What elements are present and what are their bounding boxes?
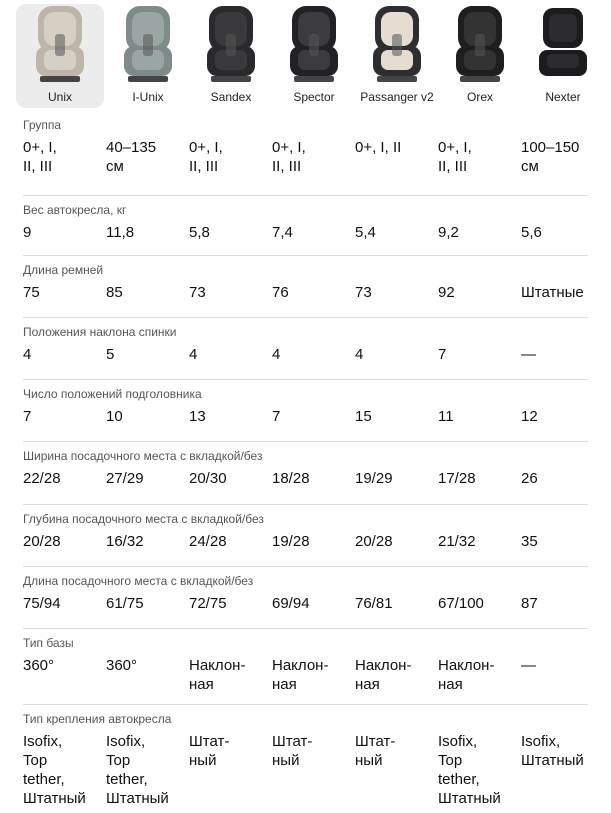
table-cell: 18/28	[272, 470, 310, 487]
product-thumbnail[interactable]	[187, 4, 275, 108]
table-cell: 24/28	[189, 533, 227, 550]
row-title: Число положений подголовника	[23, 387, 202, 401]
table-cell: 72/75	[189, 595, 227, 612]
table-cell: —	[521, 346, 536, 363]
table-cell: 67/100	[438, 595, 484, 612]
table-cell: 360°	[106, 657, 138, 674]
product-unix[interactable]	[16, 0, 104, 108]
car-seat-icon	[450, 4, 510, 86]
table-cell: 7	[272, 408, 281, 425]
table-cell: Штат- ный	[272, 733, 313, 769]
table-cell: 20/28	[23, 533, 61, 550]
table-cell: 40–135 см	[106, 139, 157, 175]
row-title: Тип крепления автокресла	[23, 712, 172, 726]
row-divider	[23, 379, 588, 380]
table-cell: 5,4	[355, 224, 376, 241]
table-cell: 27/29	[106, 470, 144, 487]
table-cell: 0+, I, II	[355, 139, 402, 156]
table-cell: 85	[106, 284, 123, 301]
car-seat-icon	[30, 4, 90, 86]
row-divider	[23, 566, 588, 567]
car-seat-icon	[284, 4, 344, 86]
row-title: Ширина посадочного места с вкладкой/без	[23, 449, 263, 463]
row-title: Длина посадочного места с вкладкой/без	[23, 574, 254, 588]
table-cell: 11	[438, 408, 454, 425]
table-cell: 7,4	[272, 224, 293, 241]
table-cell: Isofix, Штатный	[521, 733, 584, 769]
table-cell: —	[521, 657, 536, 674]
product-i-unix[interactable]	[104, 0, 192, 108]
product-spector[interactable]	[270, 0, 358, 108]
product-thumbnail[interactable]	[436, 4, 524, 108]
row-title: Вес автокресла, кг	[23, 203, 127, 217]
product-name: Unix	[47, 90, 72, 104]
table-cell: 92	[438, 284, 455, 301]
row-title: Положения наклона спинки	[23, 325, 177, 339]
table-cell: 35	[521, 533, 538, 550]
table-cell: 19/29	[355, 470, 393, 487]
table-cell: 20/28	[355, 533, 393, 550]
table-cell: 5,6	[521, 224, 542, 241]
table-cell: 19/28	[272, 533, 310, 550]
table-cell: 0+, I, II, III	[438, 139, 472, 175]
table-cell: 75	[23, 284, 40, 301]
table-cell: Штат- ный	[189, 733, 230, 769]
table-cell: Штатные	[521, 284, 584, 301]
table-cell: 0+, I, II, III	[189, 139, 223, 175]
product-name: Passanger v2	[360, 90, 434, 104]
product-name: I-Unix	[132, 90, 164, 104]
table-cell: Isofix, Top tether, Штатный	[106, 733, 169, 807]
car-seat-icon	[533, 4, 593, 86]
row-divider	[23, 504, 588, 505]
product-header	[0, 0, 611, 108]
table-cell: 4	[272, 346, 281, 363]
row-divider	[23, 317, 588, 318]
row-title: Тип базы	[23, 636, 74, 650]
table-cell: 73	[355, 284, 372, 301]
table-cell: Наклон- ная	[189, 657, 246, 693]
row-title: Длина ремней	[23, 263, 104, 277]
table-cell: 100–150 см	[521, 139, 580, 175]
table-cell: 4	[189, 346, 198, 363]
table-cell: 7	[438, 346, 447, 363]
table-cell: Наклон- ная	[438, 657, 495, 693]
row-title: Глубина посадочного места с вкладкой/без	[23, 512, 264, 526]
table-cell: 22/28	[23, 470, 61, 487]
table-cell: 61/75	[106, 595, 144, 612]
table-cell: 75/94	[23, 595, 61, 612]
product-thumbnail[interactable]	[270, 4, 358, 108]
table-cell: 360°	[23, 657, 55, 674]
table-cell: Штат- ный	[355, 733, 396, 769]
row-divider	[23, 195, 588, 196]
product-thumbnail[interactable]	[519, 4, 607, 108]
car-seat-icon	[201, 4, 261, 86]
product-name: Spector	[293, 90, 335, 104]
row-divider	[23, 255, 588, 256]
table-cell: 10	[106, 408, 123, 425]
product-sandex[interactable]	[187, 0, 275, 108]
table-cell: 5,8	[189, 224, 210, 241]
product-name: Orex	[466, 90, 493, 104]
table-cell: 12	[521, 408, 538, 425]
table-cell: 11,8	[106, 224, 135, 241]
car-seat-icon	[118, 4, 178, 86]
row-divider	[23, 628, 588, 629]
table-cell: 9	[23, 224, 32, 241]
table-cell: 73	[189, 284, 206, 301]
table-cell: 4	[23, 346, 32, 363]
product-name: Sandex	[210, 90, 252, 104]
row-title: Группа	[23, 118, 62, 132]
table-cell: 15	[355, 408, 372, 425]
table-cell: 26	[521, 470, 538, 487]
table-cell: 87	[521, 595, 538, 612]
product-thumbnail[interactable]	[16, 4, 104, 108]
row-divider	[23, 441, 588, 442]
table-cell: 76/81	[355, 595, 393, 612]
table-cell: 17/28	[438, 470, 476, 487]
table-cell: Isofix, Top tether, Штатный	[438, 733, 501, 807]
table-cell: 0+, I, II, III	[272, 139, 306, 175]
product-orex[interactable]	[436, 0, 524, 108]
product-thumbnail[interactable]	[353, 4, 441, 108]
table-cell: Наклон- ная	[355, 657, 412, 693]
product-passanger-v2[interactable]	[353, 0, 441, 108]
table-cell: 7	[23, 408, 32, 425]
product-nexter[interactable]	[519, 0, 607, 108]
product-thumbnail[interactable]	[104, 4, 192, 108]
table-cell: Isofix, Top tether, Штатный	[23, 733, 86, 807]
table-cell: 4	[355, 346, 364, 363]
table-cell: 21/32	[438, 533, 476, 550]
table-cell: 5	[106, 346, 115, 363]
table-cell: 13	[189, 408, 206, 425]
table-cell: 20/30	[189, 470, 227, 487]
car-seat-icon	[367, 4, 427, 86]
table-cell: 16/32	[106, 533, 144, 550]
product-name: Nexter	[545, 90, 581, 104]
table-cell: 9,2	[438, 224, 459, 241]
table-cell: Наклон- ная	[272, 657, 329, 693]
table-cell: 76	[272, 284, 289, 301]
row-divider	[23, 704, 588, 705]
table-cell: 0+, I, II, III	[23, 139, 57, 175]
table-cell: 69/94	[272, 595, 310, 612]
